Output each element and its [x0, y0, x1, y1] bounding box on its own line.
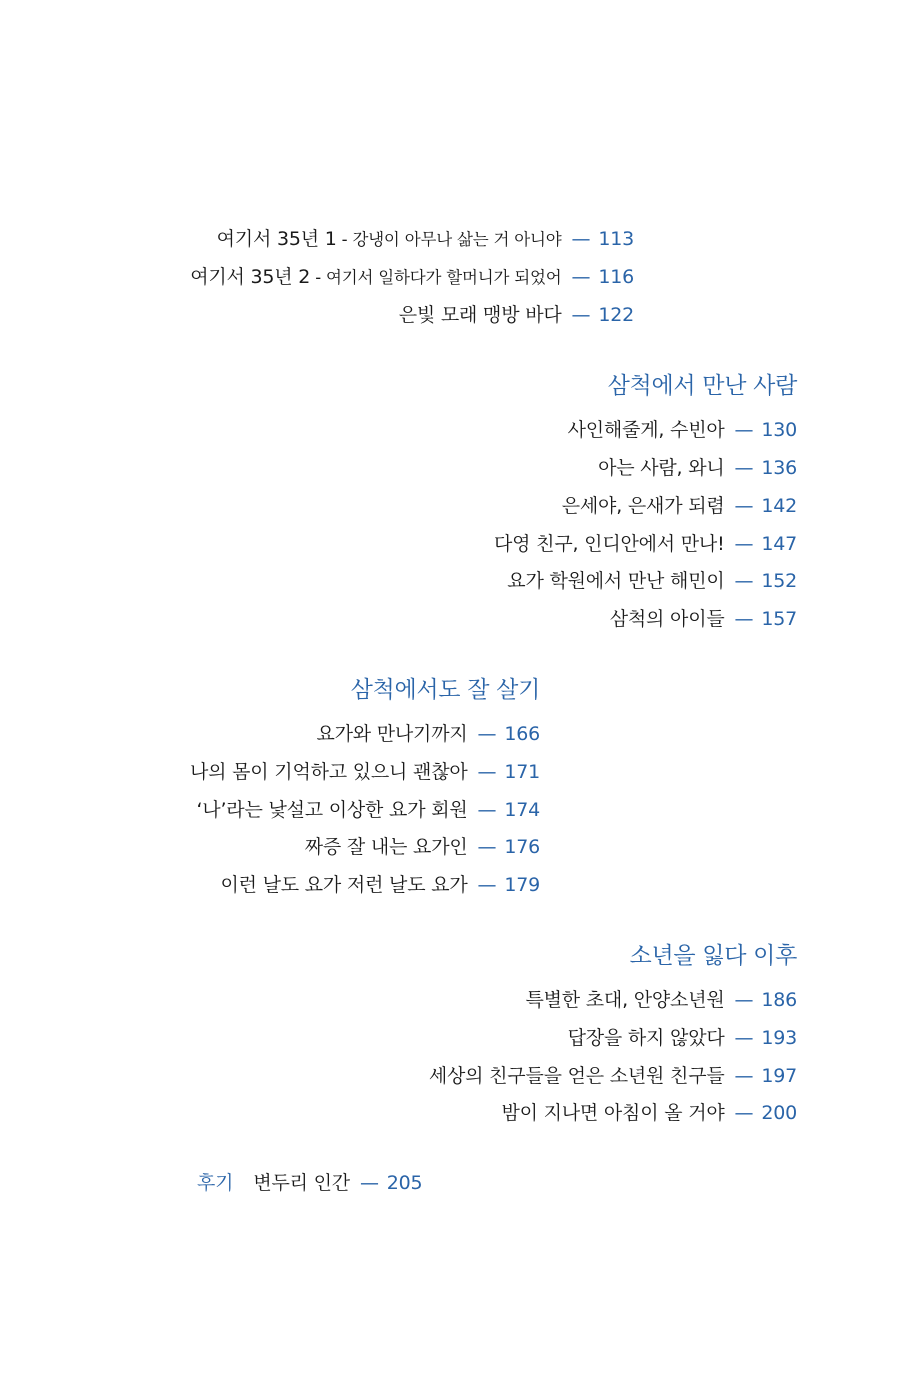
entry-title: 은세야, 은새가 되렴 — [561, 495, 725, 517]
toc-entry[interactable] — [429, 1064, 797, 1088]
page-number: 166 — [504, 723, 540, 745]
entry-subtitle: - 여기서 일하다가 할머니가 되었어 — [310, 268, 562, 287]
leader-dash: — — [734, 533, 754, 555]
page-number: 200 — [761, 1102, 797, 1124]
entry-title: 삼척의 아이들 — [609, 608, 725, 630]
toc-entry[interactable] — [568, 1026, 797, 1050]
leader-dash: — — [734, 419, 754, 441]
leader-dash: — — [477, 799, 497, 821]
leader-dash: — — [734, 570, 754, 592]
toc-entry[interactable] — [525, 988, 797, 1012]
toc-entry[interactable] — [305, 835, 540, 859]
page-number: 147 — [761, 533, 797, 555]
entry-title: 변두리 인간 — [253, 1172, 350, 1194]
page-number: 197 — [761, 1065, 797, 1087]
entry-subtitle: - 강냉이 아무나 삶는 거 아니야 — [336, 230, 562, 249]
section-heading: 삼척에서 만난 사람 — [607, 373, 797, 399]
page-number: 176 — [504, 836, 540, 858]
entry-title: 이런 날도 요가 저런 날도 요가 — [220, 874, 468, 896]
toc-entry[interactable] — [562, 494, 797, 518]
toc-entry-afterword[interactable] — [197, 1171, 422, 1195]
leader-dash: — — [734, 1027, 754, 1049]
leader-dash: — — [477, 761, 497, 783]
toc-entry[interactable] — [220, 873, 540, 897]
toc-entry[interactable] — [598, 456, 797, 480]
leader-dash: — — [734, 457, 754, 479]
toc-entry[interactable] — [568, 418, 797, 442]
page-number: 205 — [386, 1172, 423, 1194]
leader-dash: — — [571, 228, 591, 250]
page-number: 157 — [761, 608, 797, 630]
page-number: 130 — [761, 419, 797, 441]
section-heading: 소년을 잃다 이후 — [629, 943, 797, 969]
toc-entry[interactable] — [190, 265, 634, 290]
leader-dash: — — [734, 1065, 754, 1087]
page-number: 113 — [598, 228, 634, 250]
leader-dash: — — [734, 1102, 754, 1124]
page-number: 116 — [598, 266, 634, 288]
page-number: 179 — [504, 874, 540, 896]
page-number: 142 — [761, 495, 797, 517]
page-number: 136 — [761, 457, 797, 479]
toc-entry[interactable] — [316, 722, 540, 746]
entry-title: 사인해줄게, 수빈아 — [567, 419, 725, 441]
page-number: 186 — [761, 989, 797, 1011]
entry-title: 여기서 35년 1 — [216, 228, 337, 250]
leader-dash: — — [477, 836, 497, 858]
leader-dash: — — [571, 304, 591, 326]
page-number: 122 — [598, 304, 634, 326]
toc-entry[interactable] — [190, 760, 540, 784]
toc-entry[interactable] — [501, 1101, 797, 1125]
entry-title: 세상의 친구들을 얻은 소년원 친구들 — [428, 1065, 725, 1087]
entry-title: 다영 친구, 인디안에서 만나! — [494, 533, 725, 555]
section-heading: 삼척에서도 잘 살기 — [350, 677, 540, 703]
leader-dash: — — [571, 266, 591, 288]
page-number: 171 — [504, 761, 540, 783]
leader-dash: — — [477, 723, 497, 745]
leader-dash: — — [734, 989, 754, 1011]
entry-title: 아는 사람, 와니 — [598, 457, 725, 479]
entry-title: 답장을 하지 않았다 — [567, 1027, 725, 1049]
page-number: 152 — [761, 570, 797, 592]
toc-entry[interactable] — [399, 303, 634, 327]
leader-dash: — — [734, 608, 754, 630]
toc-entry[interactable] — [217, 227, 634, 252]
entry-title: 요가 학원에서 만난 해민이 — [507, 570, 725, 592]
page-number: 193 — [761, 1027, 797, 1049]
afterword-label: 후기 — [197, 1172, 234, 1194]
toc-entry[interactable] — [610, 607, 797, 631]
entry-title: 요가와 만나기까지 — [316, 723, 468, 745]
toc-entry[interactable] — [196, 798, 540, 822]
entry-title: 밤이 지나면 아침이 올 거야 — [501, 1102, 725, 1124]
toc-entry[interactable] — [494, 532, 797, 556]
entry-title: 나의 몸이 기억하고 있으니 괜찮아 — [190, 761, 468, 783]
leader-dash: — — [734, 495, 754, 517]
leader-dash: — — [359, 1172, 379, 1194]
entry-title: 여기서 35년 2 — [190, 266, 311, 288]
leader-dash: — — [477, 874, 497, 896]
entry-title: ‘나’라는 낯설고 이상한 요가 회원 — [196, 799, 468, 821]
page-number: 174 — [504, 799, 540, 821]
entry-title: 짜증 잘 내는 요가인 — [304, 836, 468, 858]
toc-entry[interactable] — [507, 569, 797, 593]
entry-title: 특별한 초대, 안양소년원 — [525, 989, 725, 1011]
entry-title: 은빛 모래 맹방 바다 — [398, 304, 562, 326]
